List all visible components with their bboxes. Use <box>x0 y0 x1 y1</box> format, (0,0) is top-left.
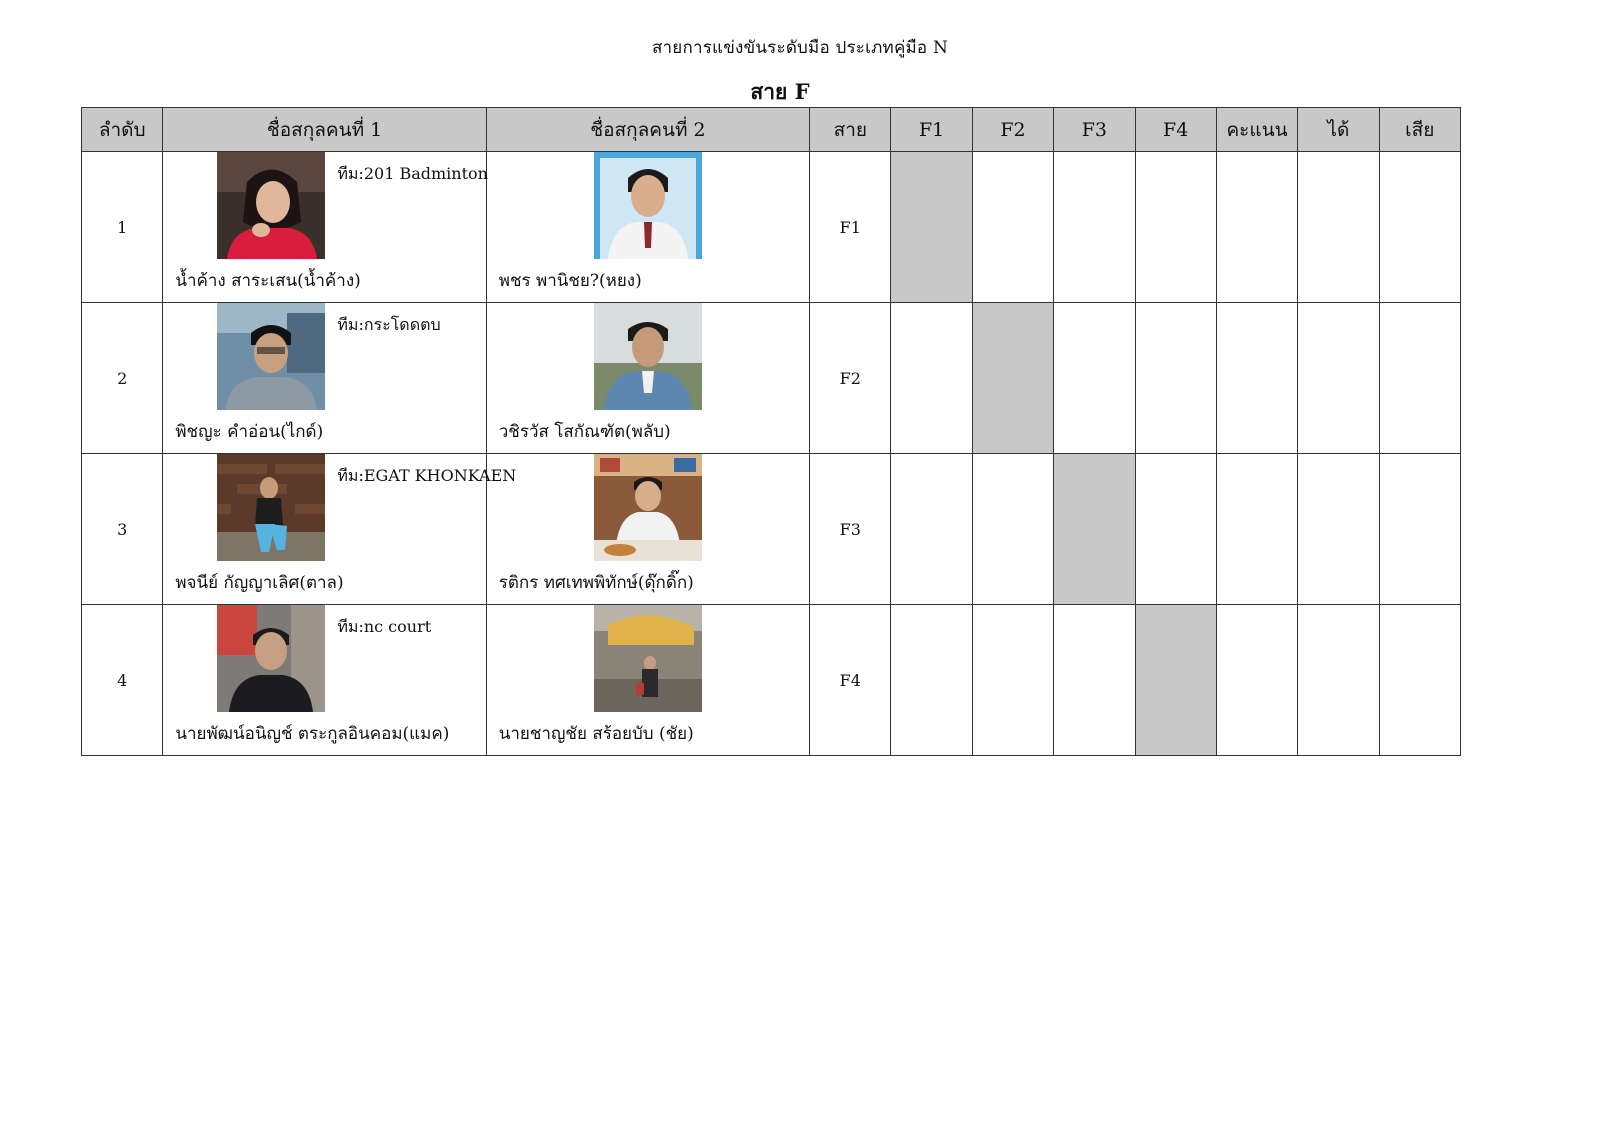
points-against-cell <box>1379 605 1460 756</box>
match-f1-cell <box>891 605 972 756</box>
player-1-cell <box>163 152 486 303</box>
line-cell: F1 <box>810 152 891 303</box>
match-f3-cell <box>1054 152 1135 303</box>
header-points-against: เสีย <box>1379 108 1460 152</box>
points-for-cell <box>1298 605 1379 756</box>
team-label: ทีม:กระโดดตบ <box>337 315 441 334</box>
match-f2-cell <box>972 454 1053 605</box>
line-cell: F3 <box>810 454 891 605</box>
player-2-name: นายชาญชัย สร้อยบับ (ชัย) <box>498 724 694 744</box>
row-order: 2 <box>82 303 163 454</box>
player-1-cell <box>163 605 486 756</box>
score-cell <box>1216 605 1297 756</box>
player-2-name: รติกร ทศเทพพิทักษ์(ดุ๊กดิ๊ก) <box>498 573 694 593</box>
player-1-name: นายพัฒน์อนิญช์ ตระกูลอินคอม(แมค) <box>175 724 450 744</box>
group-title: สาย F <box>750 79 810 104</box>
table-row <box>82 152 1461 303</box>
photo-player-1b <box>594 152 702 259</box>
header-f4: F4 <box>1135 108 1216 152</box>
player-1-name: พิชญะ คำอ่อน(ไกด์) <box>175 422 324 442</box>
photo-player-2b <box>594 303 702 410</box>
bracket-table <box>81 107 1461 756</box>
player-1-name: น้ำค้าง สาระเสน(น้ำค้าง) <box>175 271 361 291</box>
team-label: ทีม:nc court <box>337 617 432 636</box>
photo-player-4b <box>594 605 702 712</box>
row-order: 3 <box>82 454 163 605</box>
team-label: ทีม:201 Badminton <box>337 164 488 183</box>
photo-player-3b <box>594 454 702 561</box>
player-2-cell <box>486 454 809 605</box>
header-order: ลำดับ <box>82 108 163 152</box>
header-player-1: ชื่อสกุลคนที่ 1 <box>163 108 486 152</box>
match-f4-cell <box>1135 605 1216 756</box>
row-order: 4 <box>82 605 163 756</box>
header-f3: F3 <box>1054 108 1135 152</box>
photo-player-2a <box>217 303 325 410</box>
match-f3-cell <box>1054 303 1135 454</box>
table-row <box>82 303 1461 454</box>
match-f1-cell <box>891 303 972 454</box>
score-cell <box>1216 303 1297 454</box>
header-player-2: ชื่อสกุลคนที่ 2 <box>486 108 809 152</box>
match-f1-cell <box>891 152 972 303</box>
points-against-cell <box>1379 303 1460 454</box>
player-2-name: พชร พานิชย?(หยง) <box>498 271 642 291</box>
match-f2-cell <box>972 605 1053 756</box>
points-against-cell <box>1379 152 1460 303</box>
line-cell: F2 <box>810 303 891 454</box>
player-1-name: พจนีย์ กัญญาเลิศ(ตาล) <box>175 573 344 593</box>
photo-player-4a <box>217 605 325 712</box>
photo-player-1a <box>217 152 325 259</box>
match-f2-cell <box>972 152 1053 303</box>
header-f1: F1 <box>891 108 972 152</box>
document-title: สายการแข่งขันระดับมือ ประเภทคู่มือ N <box>651 38 949 58</box>
player-1-cell <box>163 303 486 454</box>
table-row <box>82 454 1461 605</box>
match-f3-cell <box>1054 605 1135 756</box>
player-2-cell <box>486 303 809 454</box>
header-f2: F2 <box>972 108 1053 152</box>
score-cell <box>1216 454 1297 605</box>
header-score: คะแนน <box>1216 108 1297 152</box>
player-2-cell <box>486 152 809 303</box>
points-for-cell <box>1298 303 1379 454</box>
match-f2-cell <box>972 303 1053 454</box>
header-points-for: ได้ <box>1298 108 1379 152</box>
match-f1-cell <box>891 454 972 605</box>
score-cell <box>1216 152 1297 303</box>
match-f4-cell <box>1135 152 1216 303</box>
player-2-cell <box>486 605 809 756</box>
match-f4-cell <box>1135 454 1216 605</box>
photo-player-3a <box>217 454 325 561</box>
table-header-row <box>82 108 1461 152</box>
player-2-name: วชิรวัส โสกัณฑัต(พลับ) <box>498 422 671 442</box>
points-against-cell <box>1379 454 1460 605</box>
points-for-cell <box>1298 454 1379 605</box>
row-order: 1 <box>82 152 163 303</box>
player-1-cell <box>163 454 517 605</box>
table-row <box>82 605 1461 756</box>
points-for-cell <box>1298 152 1379 303</box>
line-cell: F4 <box>810 605 891 756</box>
match-f3-cell <box>1054 454 1135 605</box>
team-label: ทีม:EGAT KHONKAEN <box>337 466 517 485</box>
header-line: สาย <box>810 108 891 152</box>
match-f4-cell <box>1135 303 1216 454</box>
